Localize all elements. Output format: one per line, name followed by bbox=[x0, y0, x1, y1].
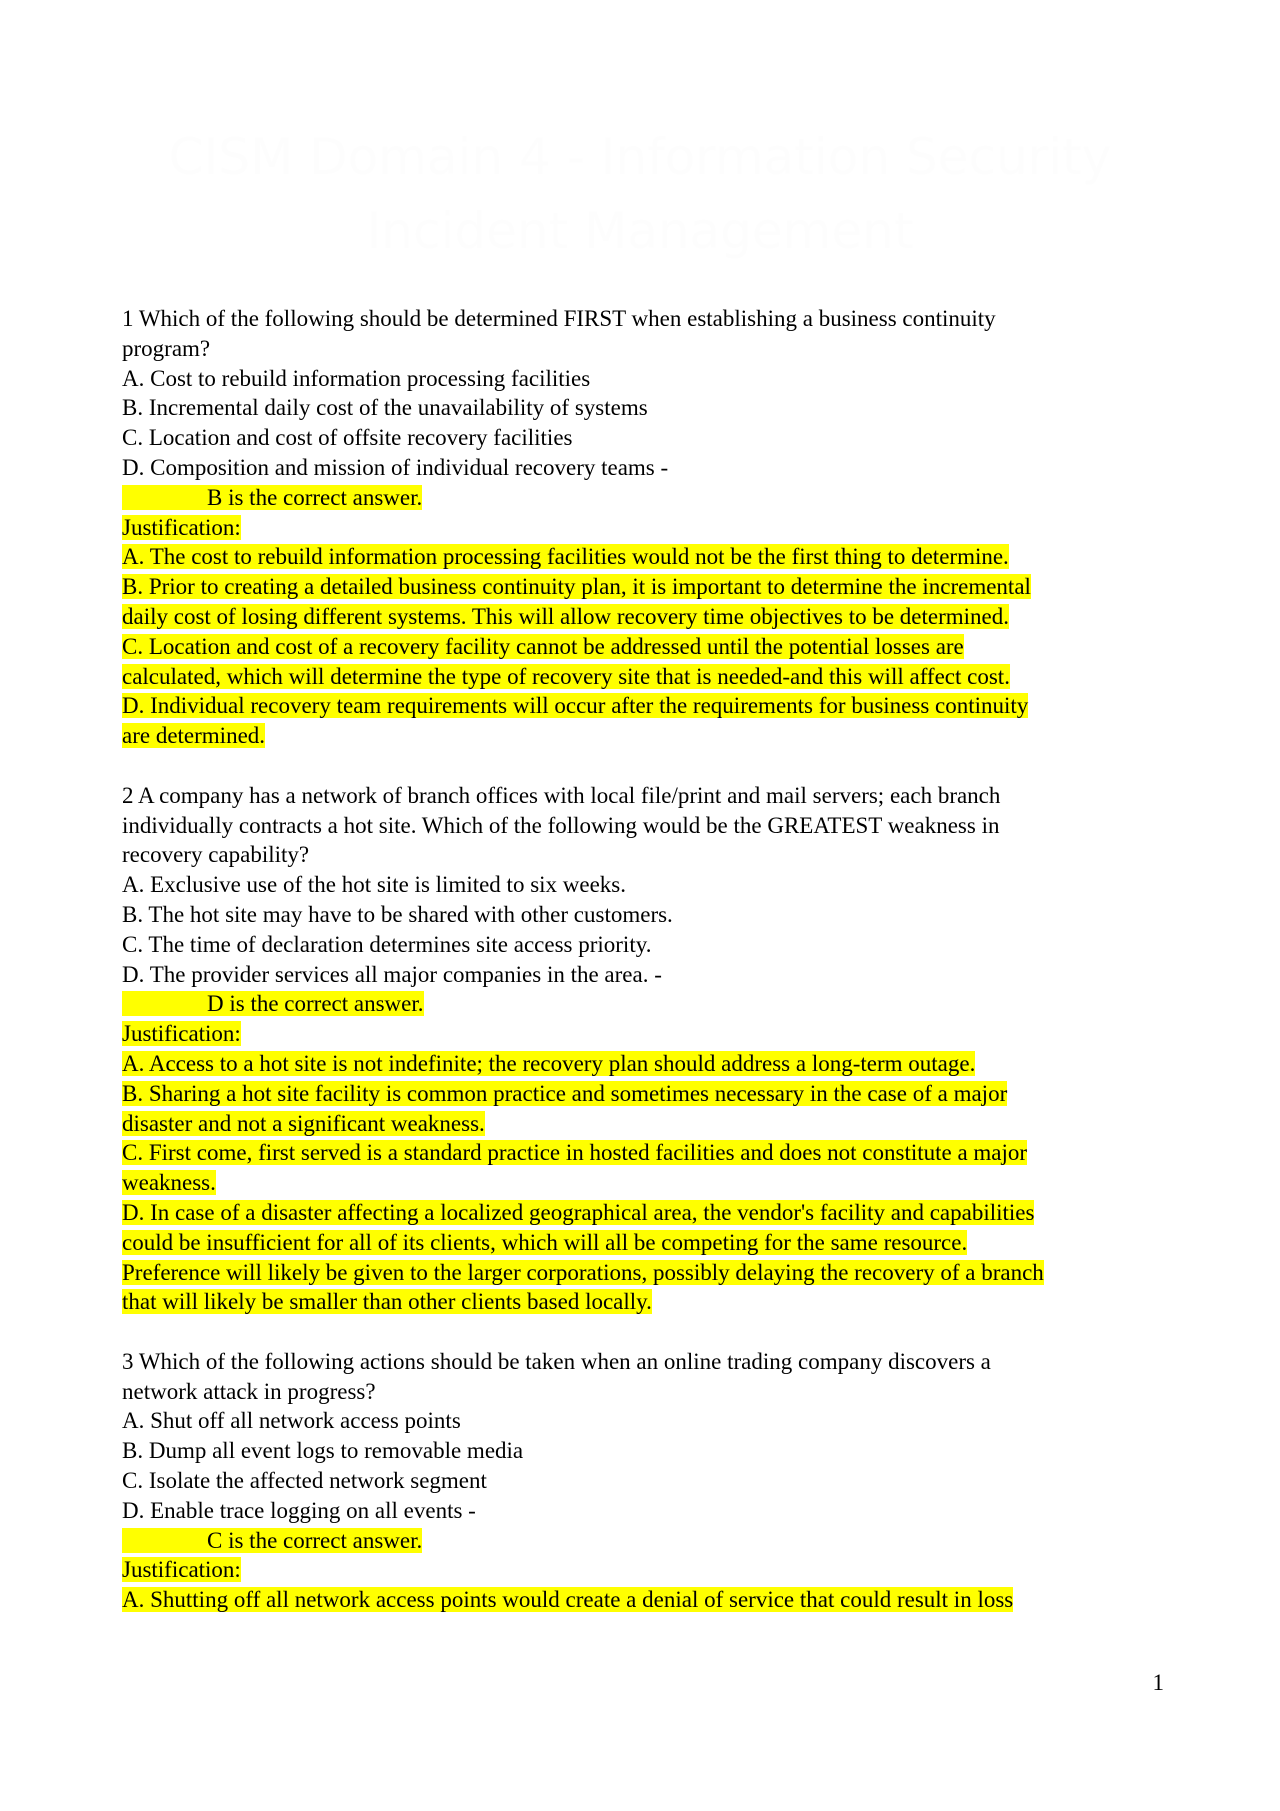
question-1-stem-line: 1 Which of the following should be determined FIRST when establishing a business continuity bbox=[122, 306, 996, 331]
document-title bbox=[0, 120, 1280, 268]
question-1-justification-line: A. The cost to rebuild information processing facilities would not be the first thing to determine. bbox=[122, 544, 1009, 570]
question-3-option-b: B. Dump all event logs to removable media bbox=[122, 1438, 524, 1464]
page-number: 1 bbox=[1152, 1670, 1164, 1695]
question-1-option-a: A. Cost to rebuild information processing facilities bbox=[122, 365, 591, 391]
question-1-option-d: D. Composition and mission of individual recovery teams - bbox=[122, 454, 669, 480]
question-2-justification-line: that will likely be smaller than other clients based locally. bbox=[122, 1289, 652, 1315]
question-2-justification-line: B. Sharing a hot site facility is common practice and sometimes necessary in the case of a major bbox=[122, 1080, 1008, 1106]
question-2-stem-line: individually contracts a hot site. Which of the following would be the GREATEST weakness in bbox=[122, 812, 1000, 838]
question-2 bbox=[122, 781, 1182, 1317]
question-1-justification-line: daily cost of losing different systems. This will allow recovery time objectives to be determined. bbox=[122, 603, 1010, 629]
question-3-stem-line: network attack in progress? bbox=[122, 1378, 376, 1404]
question-2-justification-line: disaster and not a significant weakness. bbox=[122, 1110, 485, 1136]
question-2-option-a: A. Exclusive use of the hot site is limited to six weeks. bbox=[122, 872, 627, 898]
question-1-justification-line: D. Individual recovery team requirements will occur after the requirements for business continuity bbox=[122, 693, 1029, 719]
question-1 bbox=[122, 304, 1182, 751]
question-3-stem-line: 3 Which of the following actions should be taken when an online trading company discovers a bbox=[122, 1348, 991, 1374]
question-3-justification-line: A. Shutting off all network access points would create a denial of service that could result in loss bbox=[122, 1587, 1014, 1613]
question-1-correct-answer: B is the correct answer. bbox=[122, 485, 422, 510]
question-2-stem-line: recovery capability? bbox=[122, 842, 310, 868]
question-3-option-a: A. Shut off all network access points bbox=[122, 1408, 461, 1434]
question-3-option-c: C. Isolate the affected network segment bbox=[122, 1468, 487, 1494]
document-title-line-1: CISM Domain 4 - Information Security bbox=[168, 128, 1112, 186]
question-3-correct-answer: C is the correct answer. bbox=[122, 1528, 422, 1553]
question-2-correct-answer: D is the correct answer. bbox=[122, 991, 424, 1016]
question-3-justification-label: Justification: bbox=[122, 1557, 241, 1583]
paragraph-spacer bbox=[122, 751, 1182, 781]
question-2-justification-line: weakness. bbox=[122, 1170, 216, 1196]
question-1-option-b: B. Incremental daily cost of the unavailability of systems bbox=[122, 395, 648, 421]
paragraph-spacer bbox=[122, 1317, 1182, 1347]
question-2-justification-line: C. First come, first served is a standard practice in hosted facilities and does not constitute a major bbox=[122, 1140, 1028, 1166]
question-1-justification-line: are determined. bbox=[122, 723, 266, 749]
question-2-justification-label: Justification: bbox=[122, 1021, 241, 1047]
question-1-justification-line: B. Prior to creating a detailed business continuity plan, it is important to determine the incremental bbox=[122, 574, 1031, 600]
question-1-justification-label: Justification: bbox=[122, 514, 241, 540]
question-2-option-d: D. The provider services all major companies in the area. - bbox=[122, 961, 662, 987]
document-title-line-2: Incident Management bbox=[366, 202, 914, 260]
document-body bbox=[122, 304, 1182, 1615]
question-2-justification-line: Preference will likely be given to the larger corporations, possibly delaying the recovery of a branch bbox=[122, 1259, 1044, 1285]
question-1-justification-line: calculated, which will determine the type of recovery site that is needed-and this will affect cost. bbox=[122, 663, 1010, 689]
question-1-stem-line: program? bbox=[122, 335, 211, 361]
question-1-option-c: C. Location and cost of offsite recovery facilities bbox=[122, 425, 573, 451]
question-3-option-d: D. Enable trace logging on all events - bbox=[122, 1497, 476, 1523]
question-2-justification-line: A. Access to a hot site is not indefinite; the recovery plan should address a long-term outage. bbox=[122, 1050, 976, 1076]
question-2-option-c: C. The time of declaration determines site access priority. bbox=[122, 931, 652, 957]
question-1-justification-line: C. Location and cost of a recovery facility cannot be addressed until the potential losses are bbox=[122, 633, 964, 659]
question-2-justification-line: D. In case of a disaster affecting a localized geographical area, the vendor's facility and capabilities bbox=[122, 1199, 1035, 1225]
question-2-justification-line: could be insufficient for all of its clients, which will all be competing for the same resource. bbox=[122, 1229, 968, 1255]
question-3 bbox=[122, 1347, 1182, 1615]
question-2-stem-line: 2 A company has a network of branch offices with local file/print and mail servers; each branch bbox=[122, 782, 1001, 808]
question-2-option-b: B. The hot site may have to be shared with other customers. bbox=[122, 901, 673, 927]
